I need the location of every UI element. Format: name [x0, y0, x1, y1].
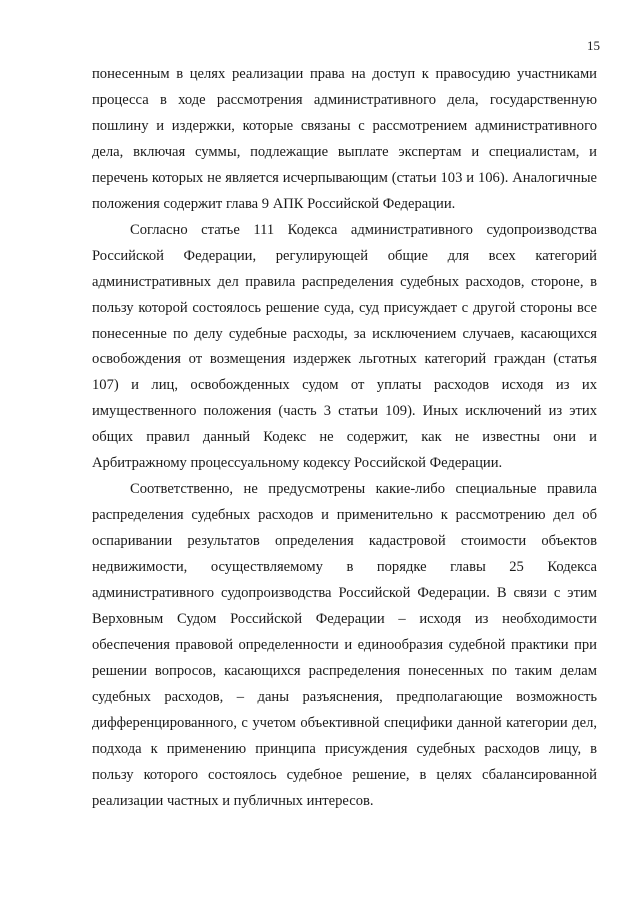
paragraph-article-111: Согласно статье 111 Кодекса административного судопроизводства Российской Федерации, регулирующей общие для всех категорий административных дел правила распределения судебных расходов, стороне, в пользу которой состоялось решение суда, суд присуждает с другой стороны все понесенные по делу судебные расходы, за исключением случаев, касающихся освобождения от возмещения издержек льготных категорий граждан (статья 107) и лиц, освобожденных судом от уплаты расходов исходя из их имущественного положения (часть 3 статьи 109). Иных исключений из этих общих правил данный Кодекс не содержит, как не известны они и Арбитражному процессуальному кодексу Российской Федерации. [92, 221, 597, 472]
paragraph-continuation: понесенным в целях реализации права на доступ к правосудию участниками процесса в ходе рассмотрения административного дела, государственную пошлину и издержки, которые связаны с рассмотрением административного дела, включая суммы, подлежащие выплате экспертам и специалистам, и перечень которых не является исчерпывающим (статьи 103 и 106). Аналогичные положения содержит глава 9 АПК Российской Федерации. [92, 66, 597, 212]
document-body [92, 62, 597, 815]
paragraph-cadastral-value: Соответственно, не предусмотрены какие-либо специальные правила распределения судебных расходов и применительно к рассмотрению дел об оспаривании результатов определения кадастровой стоимости объектов недвижимости, осуществляемому в порядке главы 25 Кодекса административного судопроизводства Российской Федерации. В связи с этим Верховным Судом Российской Федерации – исходя из необходимости обеспечения правовой определенности и единообразия судебной практики при решении вопросов, касающихся распределения понесенных по таким делам судебных расходов, – даны разъяснения, предполагающие возможность дифференцированного, с учетом объективной специфики данной категории дел, подхода к применению принципа присуждения судебных расходов лицу, в пользу которого состоялось судебное решение, в целях сбалансированной реализации частных и публичных интересов. [92, 481, 597, 809]
page-number: 15 [587, 38, 600, 53]
